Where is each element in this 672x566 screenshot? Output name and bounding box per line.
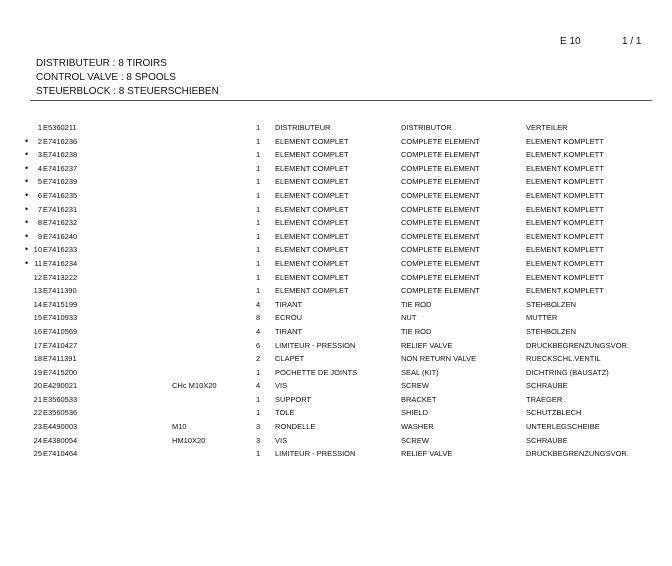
quantity: 1 [256,123,261,132]
description-english: COMPLETE ELEMENT [401,177,480,187]
part-reference: E4380054 [43,435,78,445]
title-english: CONTROL VALVE : 8 SPOOLS [36,72,176,83]
description-english: COMPLETE ELEMENT [401,231,480,241]
description-english: COMPLETE ELEMENT [401,258,480,268]
part-row [0,243,672,257]
part-row [0,339,672,353]
description-french: TIRANT [275,299,303,309]
position-number: 9 [37,231,42,241]
part-row [0,216,672,230]
part-reference: E7416232 [43,218,78,228]
part-row [0,420,672,434]
part-reference: E3560536 [43,408,78,418]
quantity: 1 [256,367,261,377]
quantity: 1 [256,408,261,418]
part-row [0,352,672,366]
part-reference: E7411391 [43,354,77,364]
section-code: E 10 [560,36,581,47]
header-divider [30,100,652,101]
description-french: CLAPET [275,354,305,364]
description-german: STEHBOLZEN [526,326,577,336]
description-german: ELEMENT KOMPLETT [526,177,604,187]
description-english: COMPLETE ELEMENT [401,163,480,173]
quantity: 1 [256,286,261,296]
part-row [0,447,672,461]
part-row [0,271,672,285]
quantity: 3 [256,422,261,432]
description-french: DISTRIBUTEUR [275,123,331,132]
part-reference: E5360211 [43,123,77,132]
description-german: SCHRAUBE [526,381,568,391]
description-english: COMPLETE ELEMENT [401,245,480,255]
description-english: DISTRIBUTOR [401,123,452,132]
description-english: COMPLETE ELEMENT [401,272,480,282]
position-number: 12 [33,272,42,282]
description-french: TOLE [275,408,295,418]
description-french: ELEMENT COMPLET [275,136,349,146]
description-french: SUPPORT [275,394,312,404]
description-german: MUTTER [526,313,558,323]
part-reference: E7410464 [43,449,78,459]
part-reference: E7411390 [43,286,77,296]
description-french: ELEMENT COMPLET [275,286,349,296]
position-number: 7 [37,204,42,214]
part-reference: E7416234 [43,258,78,268]
description-french: ELEMENT COMPLET [275,163,349,173]
changed-marker: • [25,176,29,187]
part-row [0,162,672,176]
part-reference: E7410569 [43,326,78,336]
description-german: SCHRAUBE [526,435,568,445]
description-german: RUECKSCHL.VENTIL [526,354,601,364]
description-french: RONDELLE [275,422,316,432]
position-number: 19 [33,367,42,377]
description-french: POCHETTE DE JOINTS [275,367,358,377]
part-row [0,175,672,189]
quantity: 3 [256,435,261,445]
description-german: DICHTRING (BAUSATZ) [526,367,609,377]
description-german: DRUCKBEGRENZUNGSVOR. [526,340,629,350]
part-row [0,257,672,271]
description-french: ECROU [275,313,303,323]
part-reference: E7410427 [43,340,78,350]
part-reference: E7416238 [43,150,78,160]
description-german: ELEMENT KOMPLETT [526,163,604,173]
part-spec: HM10X20 [172,435,206,445]
description-german: ELEMENT KOMPLETT [526,190,604,200]
description-english: RELIEF VALVE [401,340,453,350]
description-french: VIS [275,381,288,391]
description-english: BRACKET [401,394,437,404]
description-french: ELEMENT COMPLET [275,204,349,214]
description-english: NON RETURN VALVE [401,354,477,364]
part-row [0,325,672,339]
part-reference: E7416237 [43,163,78,173]
description-german: ELEMENT KOMPLETT [526,150,604,160]
description-french: LIMITEUR - PRESSION [275,449,356,459]
description-english: WASHER [401,422,434,432]
description-french: LIMITEUR - PRESSION [275,340,356,350]
changed-marker: • [25,217,29,228]
part-row [0,189,672,203]
part-row [0,379,672,393]
part-row [0,434,672,448]
part-reference: E4290021 [43,381,78,391]
position-number: 11 [34,258,42,268]
description-german: ELEMENT KOMPLETT [526,258,604,268]
quantity: 8 [256,313,261,323]
description-german: ELEMENT KOMPLETT [526,204,604,214]
position-number: 4 [37,163,42,173]
description-french: ELEMENT COMPLET [275,272,349,282]
description-french: ELEMENT COMPLET [275,190,349,200]
part-reference: E7415200 [43,367,78,377]
description-french: TIRANT [275,326,303,336]
changed-marker: • [25,189,29,200]
quantity: 1 [256,190,261,200]
part-reference: E7410933 [43,313,78,323]
position-number: 6 [37,190,42,200]
position-number: 10 [33,245,42,255]
position-number: 8 [37,218,42,228]
quantity: 4 [256,326,261,336]
part-reference: E3560533 [43,394,78,404]
position-number: 1 [37,123,42,132]
description-english: NUT [401,313,417,323]
position-number: 25 [33,449,42,459]
quantity: 1 [256,272,261,282]
position-number: 21 [33,394,42,404]
changed-marker: • [25,149,29,160]
quantity: 1 [256,163,261,173]
quantity: 1 [256,449,261,459]
title-german: STEUERBLOCK : 8 STEUERSCHIEBEN [36,86,219,97]
document-titles [36,57,219,99]
description-french: ELEMENT COMPLET [275,258,349,268]
description-english: COMPLETE ELEMENT [401,286,480,296]
position-number: 14 [33,299,42,309]
part-reference: E7416231 [43,204,78,214]
description-english: TIE ROD [401,326,432,336]
position-number: 22 [33,408,42,418]
description-german: STEHBOLZEN [526,299,577,309]
changed-marker: • [25,162,29,173]
parts-list [0,121,672,461]
quantity: 1 [256,150,261,160]
quantity: 1 [256,231,261,241]
quantity: 1 [256,218,261,228]
description-english: COMPLETE ELEMENT [401,190,480,200]
changed-marker: • [25,244,29,255]
description-english: COMPLETE ELEMENT [401,204,480,214]
quantity: 1 [256,258,261,268]
description-german: TRAEGER [526,394,563,404]
description-german: VERTEILER [526,123,568,132]
description-german: ELEMENT KOMPLETT [526,136,604,146]
part-row [0,284,672,298]
position-number: 13 [33,286,42,296]
description-english: SEAL (KIT) [401,367,439,377]
position-number: 18 [33,354,42,364]
description-english: COMPLETE ELEMENT [401,218,480,228]
title-french: DISTRIBUTEUR : 8 TIROIRS [36,58,167,69]
quantity: 4 [256,381,261,391]
part-reference: E7416240 [43,231,78,241]
position-number: 17 [33,340,42,350]
changed-marker: • [25,257,29,268]
changed-marker: • [25,135,29,146]
part-row [0,148,672,162]
part-row [0,298,672,312]
description-english: SHIELD [401,408,429,418]
part-row [0,366,672,380]
quantity: 2 [256,354,261,364]
description-english: SCREW [401,435,429,445]
quantity: 1 [256,245,261,255]
description-english: RELIEF VALVE [401,449,453,459]
position-number: 2 [37,136,42,146]
quantity: 1 [256,394,261,404]
description-german: DRUCKBEGRENZUNGSVOR. [526,449,629,459]
part-row [0,406,672,420]
part-reference: E7416239 [43,177,78,187]
description-german: ELEMENT KOMPLETT [526,286,604,296]
description-german: SCHUTZBLECH [526,408,582,418]
part-row [0,203,672,217]
position-number: 3 [37,150,42,160]
changed-marker: • [25,203,29,214]
changed-marker: • [25,230,29,241]
part-spec: M10 [172,422,187,432]
part-spec: CHc M10X20 [172,381,217,391]
position-number: 15 [33,313,42,323]
quantity: 1 [256,177,261,187]
quantity: 6 [256,340,261,350]
quantity: 1 [256,204,261,214]
description-english: COMPLETE ELEMENT [401,150,480,160]
description-english: TIE ROD [401,299,432,309]
part-reference: E4490003 [43,422,78,432]
quantity: 1 [256,136,261,146]
part-row [0,393,672,407]
description-german: ELEMENT KOMPLETT [526,272,604,282]
description-english: SCREW [401,381,429,391]
description-german: ELEMENT KOMPLETT [526,245,604,255]
description-german: ELEMENT KOMPLETT [526,231,604,241]
part-reference: E7416233 [43,245,78,255]
part-reference: E7416236 [43,136,78,146]
part-row [0,121,672,135]
position-number: 16 [33,326,42,336]
quantity: 4 [256,299,261,309]
description-english: COMPLETE ELEMENT [401,136,480,146]
part-reference: E7416235 [43,190,78,200]
description-french: ELEMENT COMPLET [275,150,349,160]
part-row [0,230,672,244]
description-german: UNTERLEGSCHEIBE [526,422,600,432]
part-row [0,311,672,325]
description-french: ELEMENT COMPLET [275,218,349,228]
position-number: 5 [37,177,42,187]
position-number: 23 [33,422,42,432]
position-number: 20 [33,381,42,391]
position-number: 24 [33,435,42,445]
description-french: ELEMENT COMPLET [275,177,349,187]
description-french: ELEMENT COMPLET [275,231,349,241]
description-french: VIS [275,435,288,445]
part-row [0,135,672,149]
part-reference: E7415199 [43,299,78,309]
description-german: ELEMENT KOMPLETT [526,218,604,228]
description-french: ELEMENT COMPLET [275,245,349,255]
page-number: 1 / 1 [622,36,642,47]
part-reference: E7413222 [43,272,78,282]
